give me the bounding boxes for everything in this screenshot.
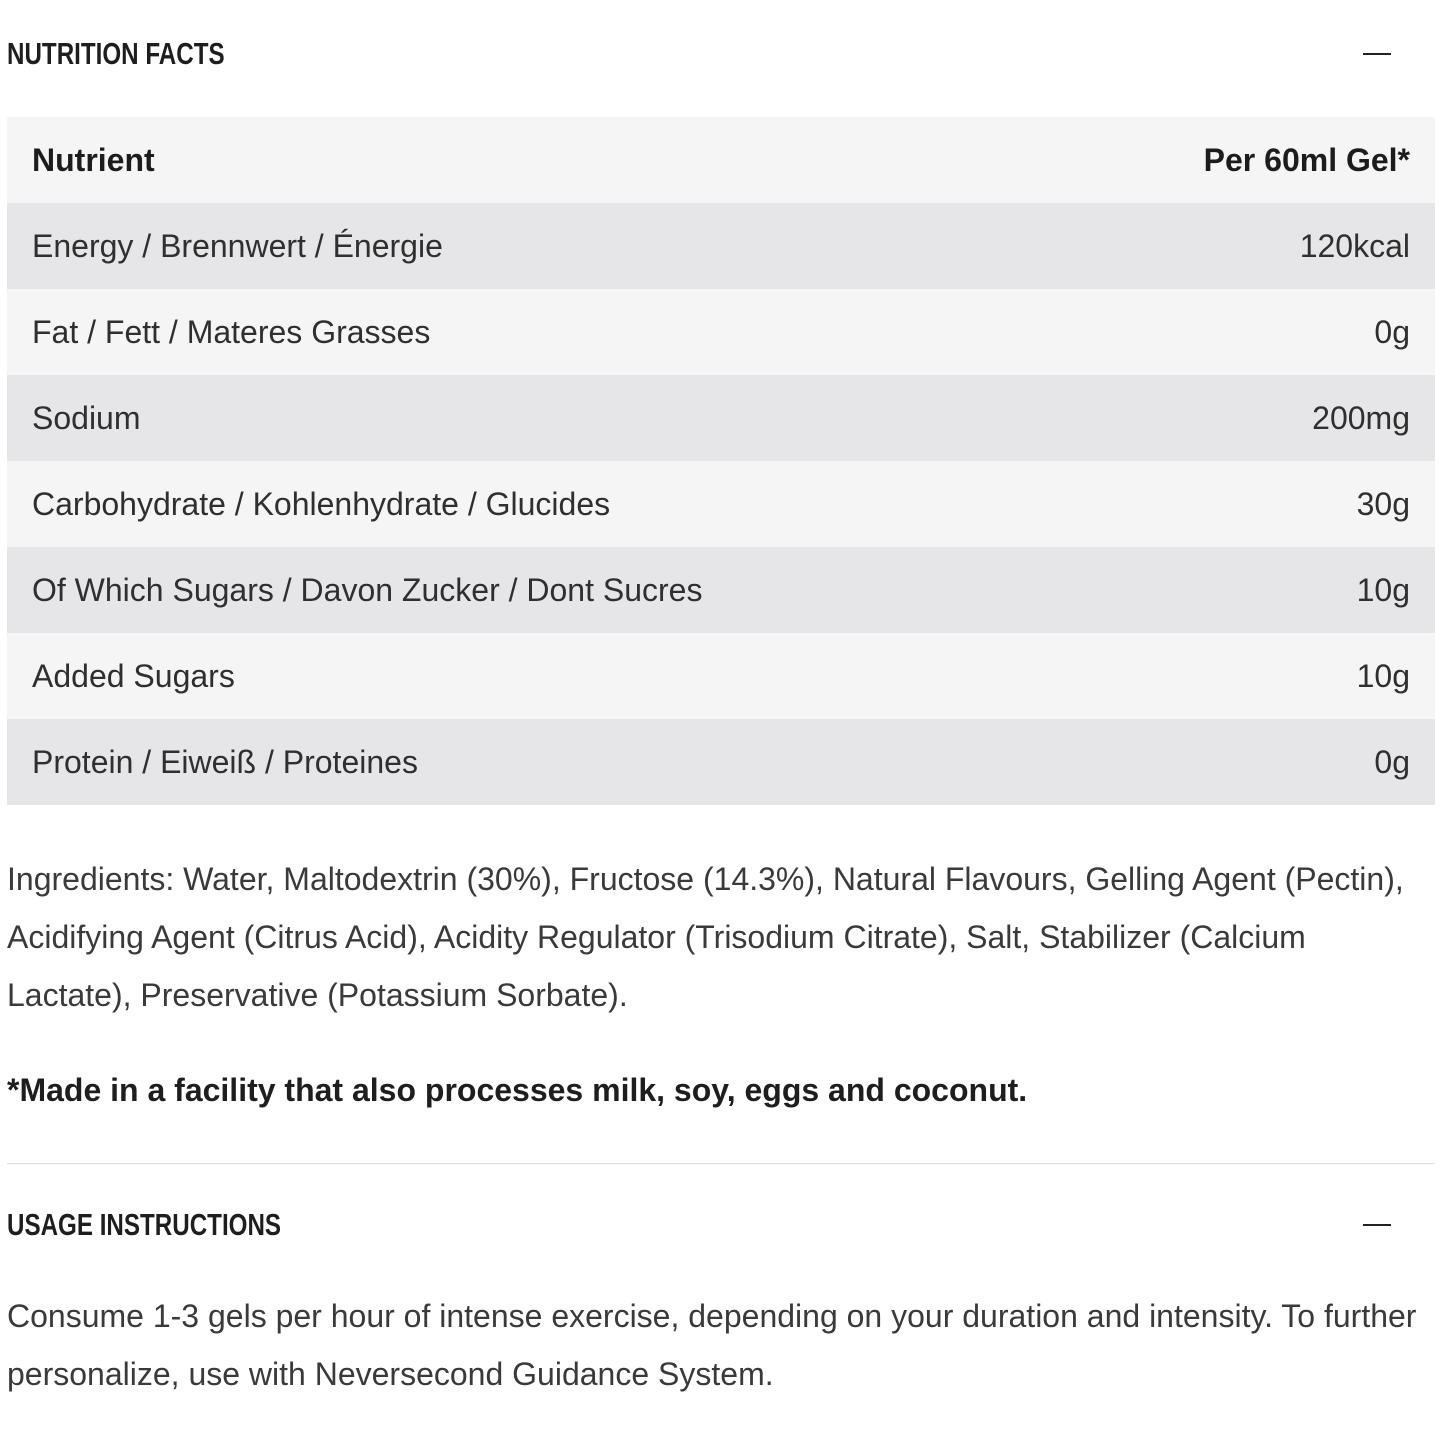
table-row bbox=[7, 289, 1435, 375]
column-header-amount: Per 60ml Gel* bbox=[1203, 141, 1410, 178]
usage-instructions-title: USAGE INSTRUCTIONS bbox=[7, 1207, 282, 1242]
section-divider bbox=[7, 1163, 1435, 1164]
minus-icon[interactable] bbox=[1363, 53, 1391, 55]
nutrient-amount: 0g bbox=[1374, 313, 1410, 350]
nutrient-amount: 200mg bbox=[1312, 399, 1410, 436]
table-row bbox=[7, 547, 1435, 633]
table-row bbox=[7, 633, 1435, 719]
usage-instructions-header[interactable] bbox=[7, 1195, 1435, 1255]
allergen-note: *Made in a facility that also processes milk, soy, eggs and coconut. bbox=[7, 1072, 1028, 1108]
table-row bbox=[7, 203, 1435, 289]
table-row bbox=[7, 719, 1435, 805]
nutrition-table bbox=[7, 117, 1435, 805]
nutrition-facts-title: NUTRITION FACTS bbox=[7, 36, 225, 71]
nutrient-name: Fat / Fett / Materes Grasses bbox=[32, 313, 431, 350]
column-header-nutrient: Nutrient bbox=[32, 141, 155, 178]
nutrient-name: Of Which Sugars / Davon Zucker / Dont Sucres bbox=[32, 571, 703, 608]
nutrient-name: Carbohydrate / Kohlenhydrate / Glucides bbox=[32, 485, 611, 522]
nutrient-amount: 10g bbox=[1356, 657, 1410, 694]
table-row bbox=[7, 375, 1435, 461]
nutrient-amount: 120kcal bbox=[1299, 227, 1410, 264]
table-row bbox=[7, 461, 1435, 547]
minus-icon[interactable] bbox=[1363, 1224, 1391, 1226]
usage-instructions-text: Consume 1-3 gels per hour of intense exercise, depending on your duration and intensity. To further personalize, use with Neversecond Guidance System. bbox=[7, 1298, 1417, 1392]
nutrition-facts-header[interactable] bbox=[7, 24, 1435, 84]
nutrient-amount: 10g bbox=[1356, 571, 1410, 608]
nutrient-amount: 0g bbox=[1374, 743, 1410, 780]
nutrient-name: Added Sugars bbox=[32, 657, 235, 694]
nutrient-name: Protein / Eiweiß / Proteines bbox=[32, 743, 418, 780]
ingredients-text: Ingredients: Water, Maltodextrin (30%), Fructose (14.3%), Natural Flavours, Gelling Agent (Pectin), Acidifying Agent (Citrus Acid), Acidity Regulator (Trisodium Citrate), Salt, Stabilizer (Calcium Lactate), Preservative (Potassium Sorbate). bbox=[7, 861, 1404, 1013]
nutrient-name: Energy / Brennwert / Énergie bbox=[32, 227, 443, 264]
nutrient-name: Sodium bbox=[32, 399, 141, 436]
nutrient-amount: 30g bbox=[1356, 485, 1410, 522]
table-header-row bbox=[7, 117, 1435, 203]
